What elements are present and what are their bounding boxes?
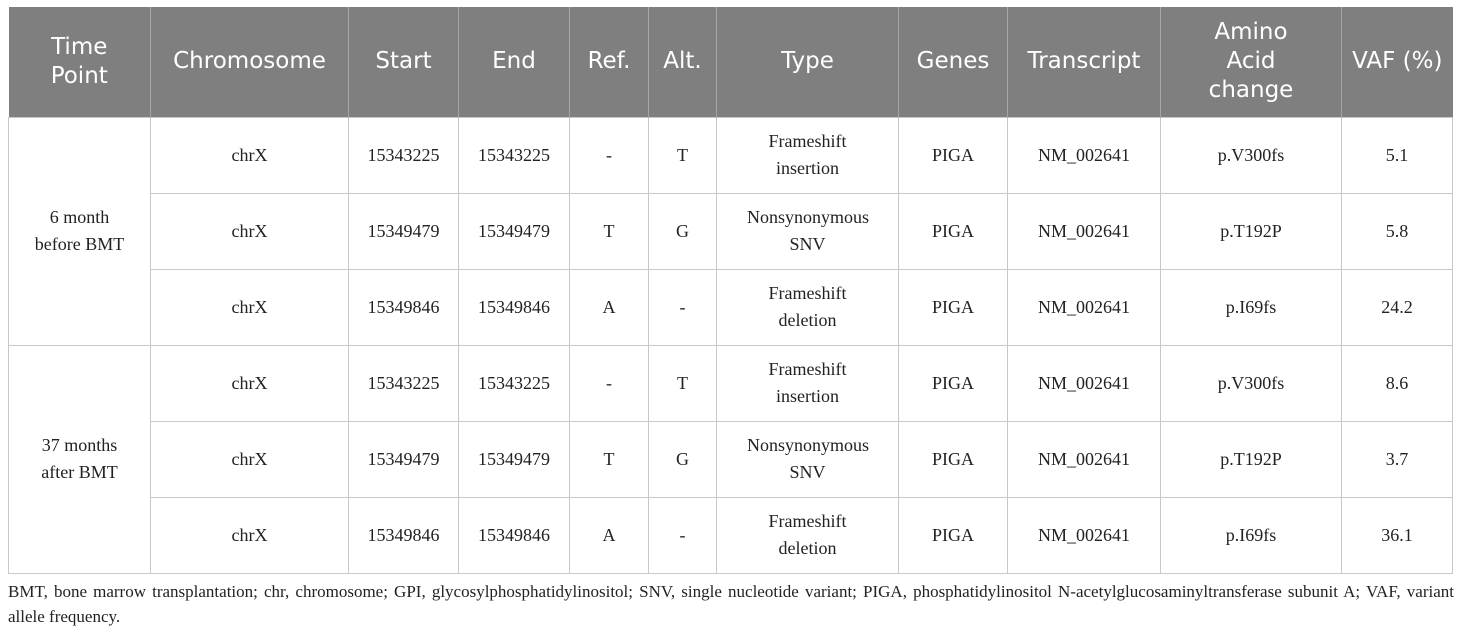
table-row bbox=[9, 193, 1453, 269]
aa-change-cell: p.I69fs bbox=[1161, 269, 1342, 345]
start-cell: 15343225 bbox=[349, 117, 459, 193]
end-cell: 15349479 bbox=[459, 193, 570, 269]
table-row bbox=[9, 421, 1453, 497]
time-point-label: 6 month before BMT bbox=[34, 207, 125, 254]
vaf-cell: 5.1 bbox=[1342, 117, 1453, 193]
alt-cell: G bbox=[649, 421, 717, 497]
start-cell: 15343225 bbox=[349, 345, 459, 421]
transcript-cell: NM_002641 bbox=[1008, 497, 1161, 573]
chromosome-cell: chrX bbox=[151, 193, 349, 269]
chromosome-cell: chrX bbox=[151, 345, 349, 421]
transcript-cell: NM_002641 bbox=[1008, 117, 1161, 193]
type-cell: Frameshift deletion bbox=[717, 497, 899, 573]
vaf-cell: 36.1 bbox=[1342, 497, 1453, 573]
chromosome-cell: chrX bbox=[151, 497, 349, 573]
table-row bbox=[9, 117, 1453, 193]
transcript-cell: NM_002641 bbox=[1008, 269, 1161, 345]
variant-table bbox=[8, 7, 1453, 574]
table-footnote: BMT, bone marrow transplantation; chr, chromosome; GPI, glycosylphosphatidylinositol; SNV, single nucleotide variant; PIGA, phosphatidylinositol N-acetylglucosaminyltransferase subunit A; VAF, variant allele frequency. bbox=[8, 582, 1454, 626]
table-row bbox=[9, 497, 1453, 573]
ref-cell: T bbox=[570, 421, 649, 497]
transcript-cell: NM_002641 bbox=[1008, 345, 1161, 421]
genes-cell: PIGA bbox=[899, 193, 1008, 269]
table-row bbox=[9, 345, 1453, 421]
chromosome-cell: chrX bbox=[151, 117, 349, 193]
ref-cell: - bbox=[570, 117, 649, 193]
ref-cell: T bbox=[570, 193, 649, 269]
header-row bbox=[9, 7, 1453, 117]
type-cell: Nonsynonymous SNV bbox=[717, 193, 899, 269]
type-cell: Frameshift insertion bbox=[717, 117, 899, 193]
transcript-cell: NM_002641 bbox=[1008, 193, 1161, 269]
type-cell: Frameshift deletion bbox=[717, 269, 899, 345]
aa-change-cell: p.I69fs bbox=[1161, 497, 1342, 573]
table-row bbox=[9, 269, 1453, 345]
start-cell: 15349846 bbox=[349, 497, 459, 573]
aa-change-cell: p.T192P bbox=[1161, 421, 1342, 497]
genes-cell: PIGA bbox=[899, 117, 1008, 193]
end-cell: 15349846 bbox=[459, 497, 570, 573]
header-end: End bbox=[459, 7, 570, 117]
vaf-cell: 8.6 bbox=[1342, 345, 1453, 421]
aa-change-cell: p.V300fs bbox=[1161, 345, 1342, 421]
end-cell: 15343225 bbox=[459, 117, 570, 193]
genes-cell: PIGA bbox=[899, 345, 1008, 421]
end-cell: 15343225 bbox=[459, 345, 570, 421]
vaf-cell: 24.2 bbox=[1342, 269, 1453, 345]
header-type: Type bbox=[717, 7, 899, 117]
ref-cell: A bbox=[570, 269, 649, 345]
genes-cell: PIGA bbox=[899, 269, 1008, 345]
alt-cell: G bbox=[649, 193, 717, 269]
transcript-cell: NM_002641 bbox=[1008, 421, 1161, 497]
type-cell: Frameshift insertion bbox=[717, 345, 899, 421]
vaf-cell: 5.8 bbox=[1342, 193, 1453, 269]
header-ref: Ref. bbox=[570, 7, 649, 117]
alt-cell: - bbox=[649, 269, 717, 345]
start-cell: 15349846 bbox=[349, 269, 459, 345]
header-chromosome: Chromosome bbox=[151, 7, 349, 117]
time-point-cell bbox=[9, 345, 151, 573]
alt-cell: T bbox=[649, 345, 717, 421]
header-time-point: Time Point bbox=[9, 7, 151, 117]
header-alt: Alt. bbox=[649, 7, 717, 117]
chromosome-cell: chrX bbox=[151, 421, 349, 497]
end-cell: 15349846 bbox=[459, 269, 570, 345]
header-start: Start bbox=[349, 7, 459, 117]
time-point-label: 37 months after BMT bbox=[41, 435, 118, 482]
ref-cell: A bbox=[570, 497, 649, 573]
start-cell: 15349479 bbox=[349, 193, 459, 269]
vaf-cell: 3.7 bbox=[1342, 421, 1453, 497]
header-genes: Genes bbox=[899, 7, 1008, 117]
header-amino-acid-change: Amino Acid change bbox=[1161, 7, 1342, 117]
alt-cell: - bbox=[649, 497, 717, 573]
aa-change-cell: p.T192P bbox=[1161, 193, 1342, 269]
aa-change-cell: p.V300fs bbox=[1161, 117, 1342, 193]
end-cell: 15349479 bbox=[459, 421, 570, 497]
header-transcript: Transcript bbox=[1008, 7, 1161, 117]
start-cell: 15349479 bbox=[349, 421, 459, 497]
genes-cell: PIGA bbox=[899, 421, 1008, 497]
alt-cell: T bbox=[649, 117, 717, 193]
chromosome-cell: chrX bbox=[151, 269, 349, 345]
variant-table-container bbox=[8, 7, 1452, 574]
ref-cell: - bbox=[570, 345, 649, 421]
type-cell: Nonsynonymous SNV bbox=[717, 421, 899, 497]
time-point-cell bbox=[9, 117, 151, 345]
header-vaf: VAF (%) bbox=[1342, 7, 1453, 117]
genes-cell: PIGA bbox=[899, 497, 1008, 573]
